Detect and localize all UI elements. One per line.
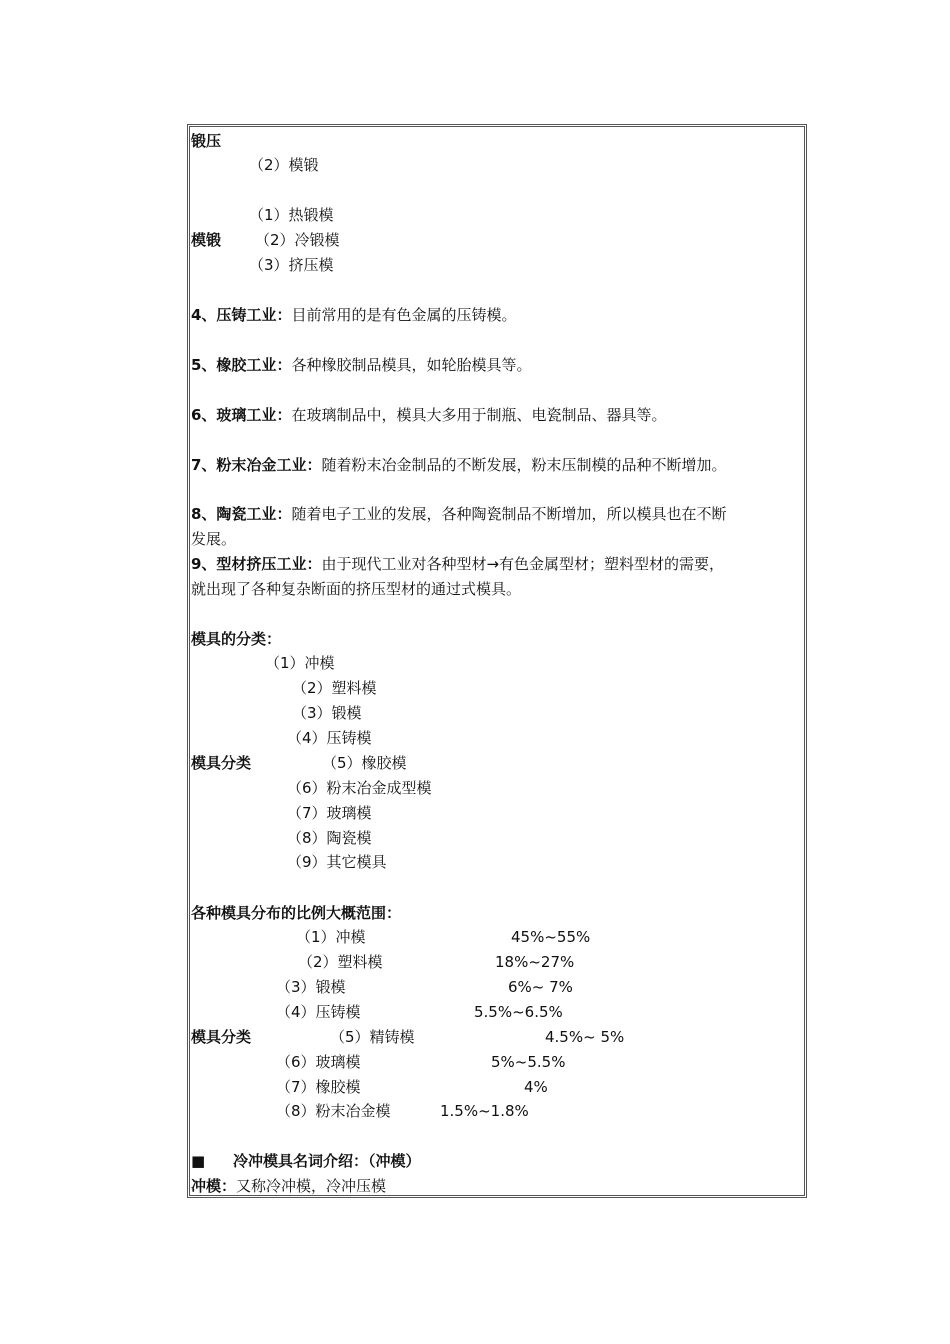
industry-8: 8、陶瓷工业：随着电子工业的发展，各种陶瓷制品不断增加，所以模具也在不断 — [191, 505, 727, 523]
industry-8-cont: 发展。 — [191, 530, 237, 548]
industry-4: 4、压铸工业：目前常用的是有色金属的压铸模。 — [191, 306, 517, 324]
classification-heading: 模具的分类： — [191, 630, 282, 648]
industry-9: 9、型材挤压工业：由于现代工业对各种型材→有色金属型材；塑料型材的需要， — [191, 555, 725, 573]
forging-sub-1: （1）热锻模 — [249, 206, 334, 224]
class-item-7: （7）玻璃模 — [287, 804, 372, 822]
class-item-3: （3）锻模 — [292, 704, 362, 722]
industry-7: 7、粉末冶金工业：随着粉末冶金制品的不断发展，粉末压制模的品种不断增加。 — [191, 456, 727, 474]
distribution-heading: 各种模具分布的比例大概范围： — [191, 904, 402, 922]
dist-pct-8: 1.5%~1.8% — [440, 1102, 529, 1120]
dist-name-8: （8）粉末冶金模 — [276, 1102, 391, 1120]
dist-pct-2: 18%~27% — [495, 953, 575, 971]
dist-pct-7: 4% — [524, 1078, 548, 1096]
dist-name-3: （3）锻模 — [276, 978, 346, 996]
dist-pct-1: 45%~55% — [511, 928, 591, 946]
class-item-4: （4）压铸模 — [287, 729, 372, 747]
dist-name-7: （7）橡胶模 — [276, 1078, 361, 1096]
industry-5: 5、橡胶工业：各种橡胶制品模具，如轮胎模具等。 — [191, 356, 532, 374]
class-item-1: （1）冲模 — [265, 654, 335, 672]
cold-stamping-definition: 冲模：又称冷冲模，冷冲压模 — [191, 1177, 387, 1195]
class-item-6: （6）粉末冶金成型模 — [287, 779, 432, 797]
class-item-2: （2）塑料模 — [292, 679, 377, 697]
dist-name-6: （6）玻璃模 — [276, 1053, 361, 1071]
dist-pct-5: 4.5%~ 5% — [545, 1028, 625, 1046]
forging-item-2: （2）模锻 — [249, 156, 319, 174]
cold-stamping-heading: 冷冲模具名词介绍：（冲模） — [233, 1152, 421, 1170]
bullet-square-icon: ■ — [191, 1152, 206, 1170]
class-item-8: （8）陶瓷模 — [287, 829, 372, 847]
classification-label: 模具分类 — [191, 754, 252, 772]
forging-sub-label: 模锻 — [191, 231, 222, 249]
forging-heading: 锻压 — [191, 132, 222, 150]
industry-6: 6、玻璃工业：在玻璃制品中，模具大多用于制瓶、电瓷制品、器具等。 — [191, 406, 667, 424]
class-item-9: （9）其它模具 — [287, 853, 387, 871]
forging-sub-3: （3）挤压模 — [249, 256, 334, 274]
dist-pct-6: 5%~5.5% — [491, 1053, 566, 1071]
dist-name-5: （5）精铸模 — [330, 1028, 415, 1046]
distribution-label: 模具分类 — [191, 1028, 252, 1046]
dist-name-1: （1）冲模 — [296, 928, 366, 946]
dist-pct-4: 5.5%~6.5% — [474, 1003, 563, 1021]
dist-pct-3: 6%~ 7% — [508, 978, 573, 996]
dist-name-4: （4）压铸模 — [276, 1003, 361, 1021]
dist-name-2: （2）塑料模 — [298, 953, 383, 971]
industry-9-cont: 就出现了各种复杂断面的挤压型材的通过式模具。 — [191, 580, 522, 598]
class-item-5: （5）橡胶模 — [322, 754, 407, 772]
forging-sub-2: （2）冷锻模 — [255, 231, 340, 249]
